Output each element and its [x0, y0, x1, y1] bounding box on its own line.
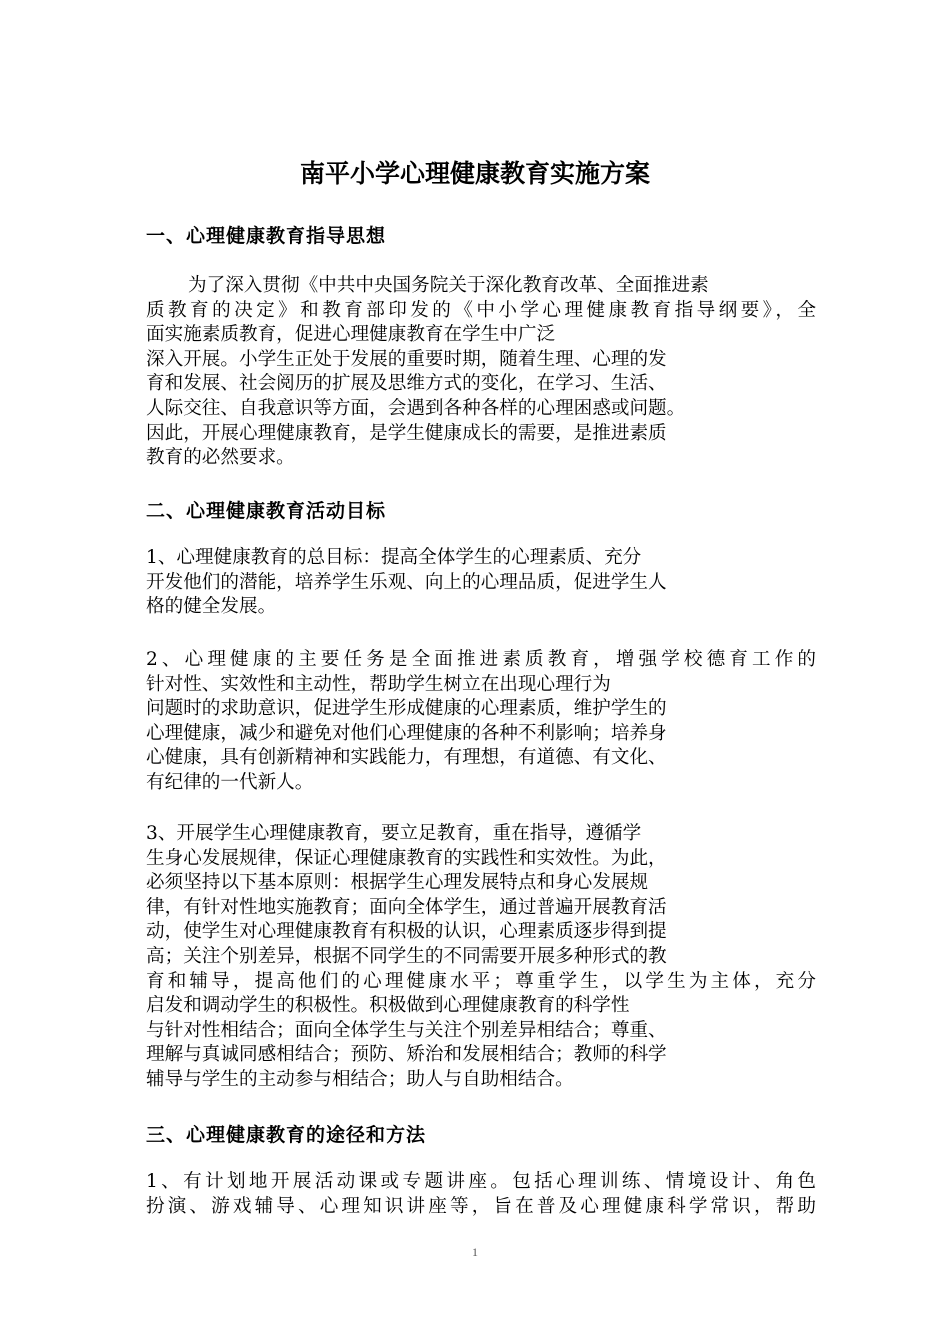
paragraph-line: 格的健全发展。 [146, 596, 277, 618]
paragraph-line: 辅导与学生的主动参与相结合；助人与自助相结合。 [146, 1068, 574, 1090]
paragraph-line: 开发他们的潜能，培养学生乐观、向上的心理品质，促进学生人 [146, 571, 667, 593]
paragraph-line: 针对性、实效性和主动性，帮助学生树立在出现心理行为 [146, 673, 611, 695]
paragraph-line: 理解与真诚同感相结合；预防、矫治和发展相结合；教师的科学 [146, 1044, 667, 1066]
paragraph-line: 因此，开展心理健康教育，是学生健康成长的需要，是推进素质 [146, 422, 667, 444]
section-2-paragraph-1 [146, 546, 816, 620]
paragraph-line: 教育的必然要求。 [146, 447, 295, 469]
section-heading-1: 一、心理健康教育指导思想 [146, 225, 387, 247]
paragraph-line: 育和发展、社会阅历的扩展及思维方式的变化，在学习、生活、 [146, 373, 667, 395]
paragraph-line: 育和辅导，提高他们的心理健康水平；尊重学生，以学生为主体，充分 [146, 970, 816, 992]
paragraph-line: 扮演、游戏辅导、心理知识讲座等，旨在普及心理健康科学常识，帮助 [146, 1195, 816, 1217]
section-1-paragraph-1 [146, 274, 816, 471]
paragraph-line: 高；关注个别差异，根据不同学生的不同需要开展多种形式的教 [146, 945, 667, 967]
section-heading-2: 二、心理健康教育活动目标 [146, 500, 387, 522]
paragraph-line: 3、开展学生心理健康教育，要立足教育，重在指导，遵循学 [146, 823, 642, 844]
paragraph-line: 人际交往、自我意识等方面，会遇到各种各样的心理困惑或问题。 [146, 397, 686, 419]
paragraph-line: 1、心理健康教育的总目标：提高全体学生的心理素质、充分 [146, 547, 642, 568]
section-3-paragraph-1 [146, 1170, 816, 1219]
paragraph-line: 心健康，具有创新精神和实践能力，有理想，有道德、有文化、 [146, 747, 667, 769]
section-heading-3: 三、心理健康教育的途径和方法 [146, 1124, 427, 1146]
section-2-paragraph-3 [146, 822, 816, 1093]
document-title: 南平小学心理健康教育实施方案 [299, 159, 650, 188]
paragraph-line: 有纪律的一代新人。 [146, 771, 314, 793]
paragraph-line: 心理健康，减少和避免对他们心理健康的各种不利影响；培养身 [146, 722, 667, 744]
paragraph-line: 启发和调动学生的积极性。积极做到心理健康教育的科学性 [146, 995, 630, 1017]
paragraph-line: 问题时的求助意识，促进学生形成健康的心理素质，维护学生的 [146, 698, 667, 720]
paragraph-line: 2、心理健康的主要任务是全面推进素质教育，增强学校德育工作的 [146, 649, 816, 670]
paragraph-line: 必须坚持以下基本原则：根据学生心理发展特点和身心发展规 [146, 872, 649, 894]
section-2-paragraph-2 [146, 648, 816, 796]
paragraph-line: 为了深入贯彻《中共中央国务院关于深化教育改革、全面推进素 [188, 275, 709, 296]
paragraph-line: 律，有针对性地实施教育；面向全体学生，通过普遍开展教育活 [146, 896, 667, 918]
paragraph-line: 质教育的决定》和教育部印发的《中小学心理健康教育指导纲要》，全 [146, 299, 816, 321]
paragraph-line: 动，使学生对心理健康教育有积极的认识，心理素质逐步得到提 [146, 921, 667, 943]
paragraph-line: 深入开展。小学生正处于发展的重要时期，随着生理、心理的发 [146, 348, 667, 370]
paragraph-line: 与针对性相结合；面向全体学生与关注个别差异相结合；尊重、 [146, 1019, 667, 1041]
paragraph-line: 面实施素质教育，促进心理健康教育在学生中广泛 [146, 324, 556, 346]
paragraph-line: 生身心发展规律，保证心理健康教育的实践性和实效性。为此， [146, 847, 667, 869]
paragraph-line: 1、有计划地开展活动课或专题讲座。包括心理训练、情境设计、角色 [146, 1171, 816, 1192]
page-number: 1 [472, 1245, 478, 1259]
